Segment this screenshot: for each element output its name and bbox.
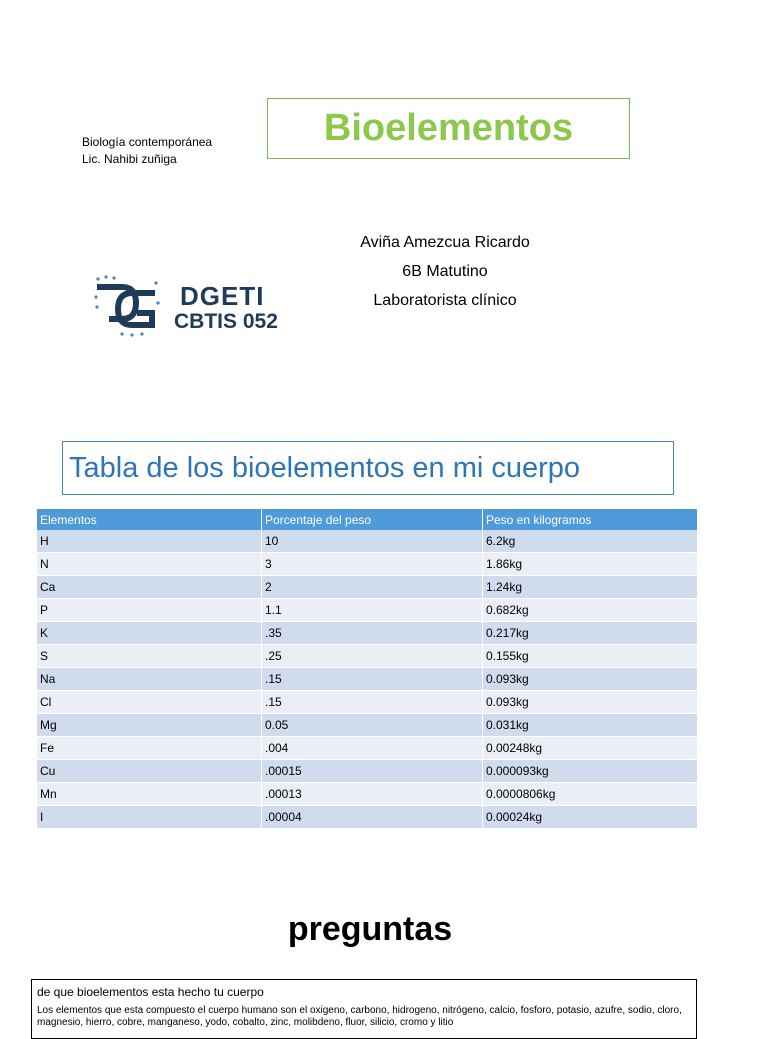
cell-weight: 1.24kg [483,576,697,599]
cell-element: Mg [37,714,261,737]
table-row [37,806,697,829]
student-name: Aviña Amezcua Ricardo [360,234,530,251]
table-row [37,622,697,645]
table-row [37,599,697,622]
cell-weight: 0.682kg [483,599,697,622]
cell-weight: 0.155kg [483,645,697,668]
cell-percent: 10 [262,530,482,553]
teacher-name: Lic. Nahibi zuñiga [82,152,177,166]
cell-weight: 0.217kg [483,622,697,645]
cell-percent: .15 [262,691,482,714]
table-row [37,645,697,668]
cell-element: Fe [37,737,261,760]
table-row [37,553,697,576]
cell-weight: 0.00248kg [483,737,697,760]
title-box [267,98,630,159]
table-row [37,530,697,553]
cell-weight: 1.86kg [483,553,697,576]
question-text: de que bioelementos esta hecho tu cuerpo [37,985,264,999]
student-group: 6B Matutino [402,263,488,280]
cell-percent: .00015 [262,760,482,783]
cell-percent: .35 [262,622,482,645]
cell-element: Mn [37,783,261,806]
table-title-box [62,441,674,495]
cell-element: K [37,622,261,645]
table-row [37,576,697,599]
cell-percent: 0.05 [262,714,482,737]
cell-percent: 2 [262,576,482,599]
student-career: Laboratorista clínico [373,292,517,309]
cell-element: Cu [37,760,261,783]
cell-percent: 1.1 [262,599,482,622]
cell-percent: .00004 [262,806,482,829]
question-box [31,979,697,1039]
table-row [37,783,697,806]
cell-element: S [37,645,261,668]
questions-heading: preguntas [287,910,453,948]
cell-element: Cl [37,691,261,714]
table-row [37,714,697,737]
cell-weight: 0.00024kg [483,806,697,829]
logo-text-cbtis: CBTIS 052 [174,310,278,333]
cell-element: P [37,599,261,622]
cell-element: Ca [37,576,261,599]
dgeti-logo [92,273,302,339]
cell-weight: 0.0000806kg [483,783,697,806]
bioelements-table [36,509,698,829]
course-info [82,134,212,168]
cell-weight: 0.031kg [483,714,697,737]
dgeti-emblem-icon [92,273,162,339]
header-elementos: Elementos [37,509,261,530]
cell-percent: 3 [262,553,482,576]
cell-weight: 0.093kg [483,668,697,691]
answer-text: Los elementos que esta compuesto el cuerpo humano son el oxigeno, carbono, hidrogeno, nitrógeno, calcio, fosforo, potasio, azufre, sodio, cloro, magnesio, hierro, cobre, manganeso, yodo, cobalto, zinc, molibdeno, fluor, silicio, cromo y litio [37,1005,682,1028]
course-name: Biología contemporánea [82,135,213,149]
cell-element: N [37,553,261,576]
cell-percent: .15 [262,668,482,691]
table-row [37,668,697,691]
cell-element: I [37,806,261,829]
table-row [37,691,697,714]
cell-element: H [37,530,261,553]
page-title: Bioelementos [323,107,574,149]
logo-text-dgeti: DGETI [180,281,265,311]
table-header-row [37,509,697,530]
cell-percent: .004 [262,737,482,760]
header-peso: Peso en kilogramos [483,509,697,530]
cell-percent: .25 [262,645,482,668]
student-info [335,228,555,315]
cell-weight: 0.093kg [483,691,697,714]
cell-percent: .00013 [262,783,482,806]
table-row [37,760,697,783]
header-porcentaje: Porcentaje del peso [262,509,482,530]
cell-weight: 6.2kg [483,530,697,553]
cell-element: Na [37,668,261,691]
table-title: Tabla de los bioelementos en mi cuerpo [69,451,581,484]
table-row [37,737,697,760]
cell-weight: 0.000093kg [483,760,697,783]
